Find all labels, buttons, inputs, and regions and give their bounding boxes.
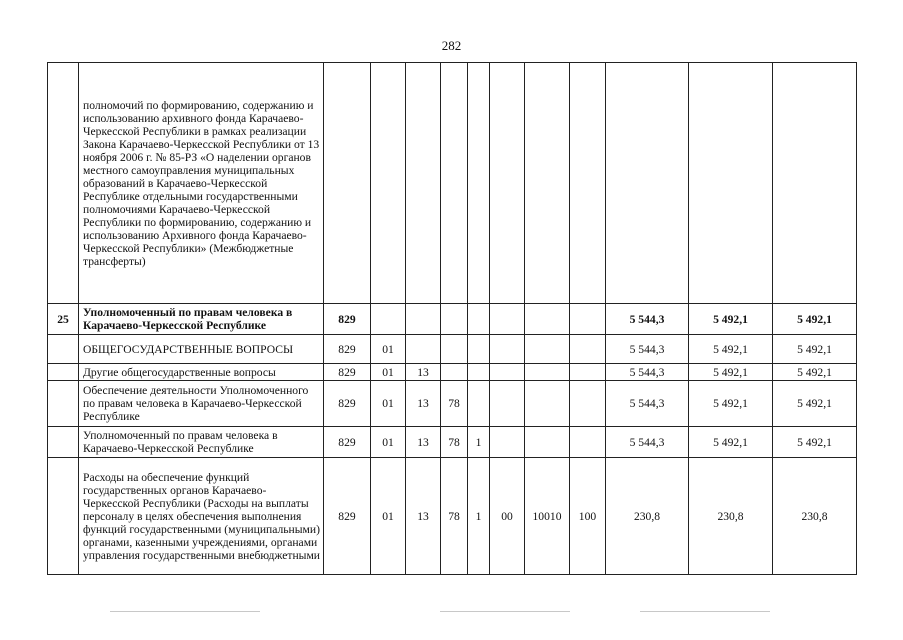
- cs-direction-cell: [525, 427, 570, 458]
- rz-cell: 01: [371, 335, 406, 364]
- cs-subprogram-cell: 1: [468, 458, 490, 575]
- amount-year1-cell: 5 544,3: [606, 427, 689, 458]
- cs-event-cell: [490, 335, 525, 364]
- ved-cell: [324, 63, 371, 304]
- scan-artifact-line: [110, 611, 260, 612]
- pr-cell: 13: [406, 427, 441, 458]
- row-number-cell: [48, 63, 79, 304]
- ved-cell: 829: [324, 304, 371, 335]
- cs-direction-cell: 10010: [525, 458, 570, 575]
- cs-program-cell: 78: [441, 381, 468, 427]
- amount-year3-cell: 5 492,1: [773, 364, 857, 381]
- amount-year1-cell: 230,8: [606, 458, 689, 575]
- page-number: 282: [441, 38, 462, 53]
- row-name-cell: Обеспечение деятельности Уполномоченного по правам человека в Карачаево-Черкесской Республике: [79, 381, 324, 427]
- row-name-cell: полномочий по формированию, содержанию и использованию архивного фонда Карачаево-Черкесской Республики в рамках реализации Закона Карачаево-Черкесской Республики от 13 ноября 2006 г. № 85-РЗ «О наделении органов местного самоуправления муниципальных образований в Карачаево-Черкесской Республике отдельными государственными полномочиями Карачаево-Черкесской Республики по формированию, содержанию и использованию Архивного фонда Карачаево-Черкесской Республики» (Межбюджетные трансферты): [79, 63, 324, 304]
- scan-artifact-line: [640, 611, 770, 612]
- amount-year2-cell: 5 492,1: [689, 304, 773, 335]
- row-name-cell: Расходы на обеспечение функций государственных органов Карачаево-Черкесской Республики (Расходы на выплаты персоналу в целях обеспечения выполнения функций государственными (муниципальными) органами, казенными учреждениями, органами управления государственными внебюджетными: [79, 458, 324, 575]
- cs-direction-cell: [525, 63, 570, 304]
- pr-cell: 13: [406, 458, 441, 575]
- vr-cell: 100: [570, 458, 606, 575]
- table-row: [48, 458, 857, 575]
- amount-year3-cell: [773, 63, 857, 304]
- rz-cell: 01: [371, 458, 406, 575]
- cs-program-cell: [441, 63, 468, 304]
- amount-year2-cell: 5 492,1: [689, 381, 773, 427]
- cs-program-cell: [441, 364, 468, 381]
- vr-cell: [570, 364, 606, 381]
- amount-year3-cell: 5 492,1: [773, 381, 857, 427]
- amount-year3-cell: 230,8: [773, 458, 857, 575]
- vr-cell: [570, 427, 606, 458]
- amount-year1-cell: 5 544,3: [606, 381, 689, 427]
- rz-cell: 01: [371, 364, 406, 381]
- row-name-cell: Уполномоченный по правам человека в Карачаево-Черкесской Республике: [79, 427, 324, 458]
- cs-event-cell: [490, 63, 525, 304]
- row-name-cell: ОБЩЕГОСУДАРСТВЕННЫЕ ВОПРОСЫ: [79, 335, 324, 364]
- cs-event-cell: [490, 381, 525, 427]
- amount-year2-cell: [689, 63, 773, 304]
- ved-cell: 829: [324, 335, 371, 364]
- table-row: [48, 63, 857, 304]
- amount-year1-cell: 5 544,3: [606, 364, 689, 381]
- amount-year1-cell: 5 544,3: [606, 335, 689, 364]
- cs-program-cell: 78: [441, 427, 468, 458]
- row-number-cell: [48, 364, 79, 381]
- amount-year1-cell: [606, 63, 689, 304]
- rz-cell: 01: [371, 381, 406, 427]
- table-row: [48, 427, 857, 458]
- cs-event-cell: [490, 427, 525, 458]
- amount-year3-cell: 5 492,1: [773, 335, 857, 364]
- cs-program-cell: [441, 304, 468, 335]
- row-name-cell: Уполномоченный по правам человека в Карачаево-Черкесской Республике: [79, 304, 324, 335]
- pr-cell: [406, 304, 441, 335]
- cs-direction-cell: [525, 304, 570, 335]
- cs-subprogram-cell: [468, 304, 490, 335]
- cs-direction-cell: [525, 335, 570, 364]
- table-row: [48, 304, 857, 335]
- vr-cell: [570, 381, 606, 427]
- ved-cell: 829: [324, 427, 371, 458]
- amount-year3-cell: 5 492,1: [773, 304, 857, 335]
- row-number-cell: 25: [48, 304, 79, 335]
- pr-cell: [406, 63, 441, 304]
- cs-direction-cell: [525, 364, 570, 381]
- cs-event-cell: [490, 364, 525, 381]
- cs-event-cell: 00: [490, 458, 525, 575]
- cs-event-cell: [490, 304, 525, 335]
- cs-program-cell: [441, 335, 468, 364]
- cs-program-cell: 78: [441, 458, 468, 575]
- row-number-cell: [48, 427, 79, 458]
- amount-year3-cell: 5 492,1: [773, 427, 857, 458]
- pr-cell: 13: [406, 381, 441, 427]
- row-number-cell: [48, 381, 79, 427]
- cs-direction-cell: [525, 381, 570, 427]
- row-name-cell: Другие общегосударственные вопросы: [79, 364, 324, 381]
- amount-year2-cell: 5 492,1: [689, 335, 773, 364]
- cs-subprogram-cell: [468, 335, 490, 364]
- rz-cell: [371, 63, 406, 304]
- budget-table: [47, 62, 857, 575]
- pr-cell: [406, 335, 441, 364]
- cs-subprogram-cell: 1: [468, 427, 490, 458]
- table-row: [48, 335, 857, 364]
- cs-subprogram-cell: [468, 381, 490, 427]
- row-number-cell: [48, 335, 79, 364]
- amount-year2-cell: 5 492,1: [689, 427, 773, 458]
- amount-year2-cell: 5 492,1: [689, 364, 773, 381]
- rz-cell: [371, 304, 406, 335]
- ved-cell: 829: [324, 381, 371, 427]
- ved-cell: 829: [324, 458, 371, 575]
- vr-cell: [570, 335, 606, 364]
- cs-subprogram-cell: [468, 63, 490, 304]
- scan-artifact-line: [440, 611, 570, 612]
- vr-cell: [570, 63, 606, 304]
- amount-year2-cell: 230,8: [689, 458, 773, 575]
- pr-cell: 13: [406, 364, 441, 381]
- vr-cell: [570, 304, 606, 335]
- rz-cell: 01: [371, 427, 406, 458]
- table-row: [48, 381, 857, 427]
- table-row: [48, 364, 857, 381]
- amount-year1-cell: 5 544,3: [606, 304, 689, 335]
- cs-subprogram-cell: [468, 364, 490, 381]
- row-number-cell: [48, 458, 79, 575]
- ved-cell: 829: [324, 364, 371, 381]
